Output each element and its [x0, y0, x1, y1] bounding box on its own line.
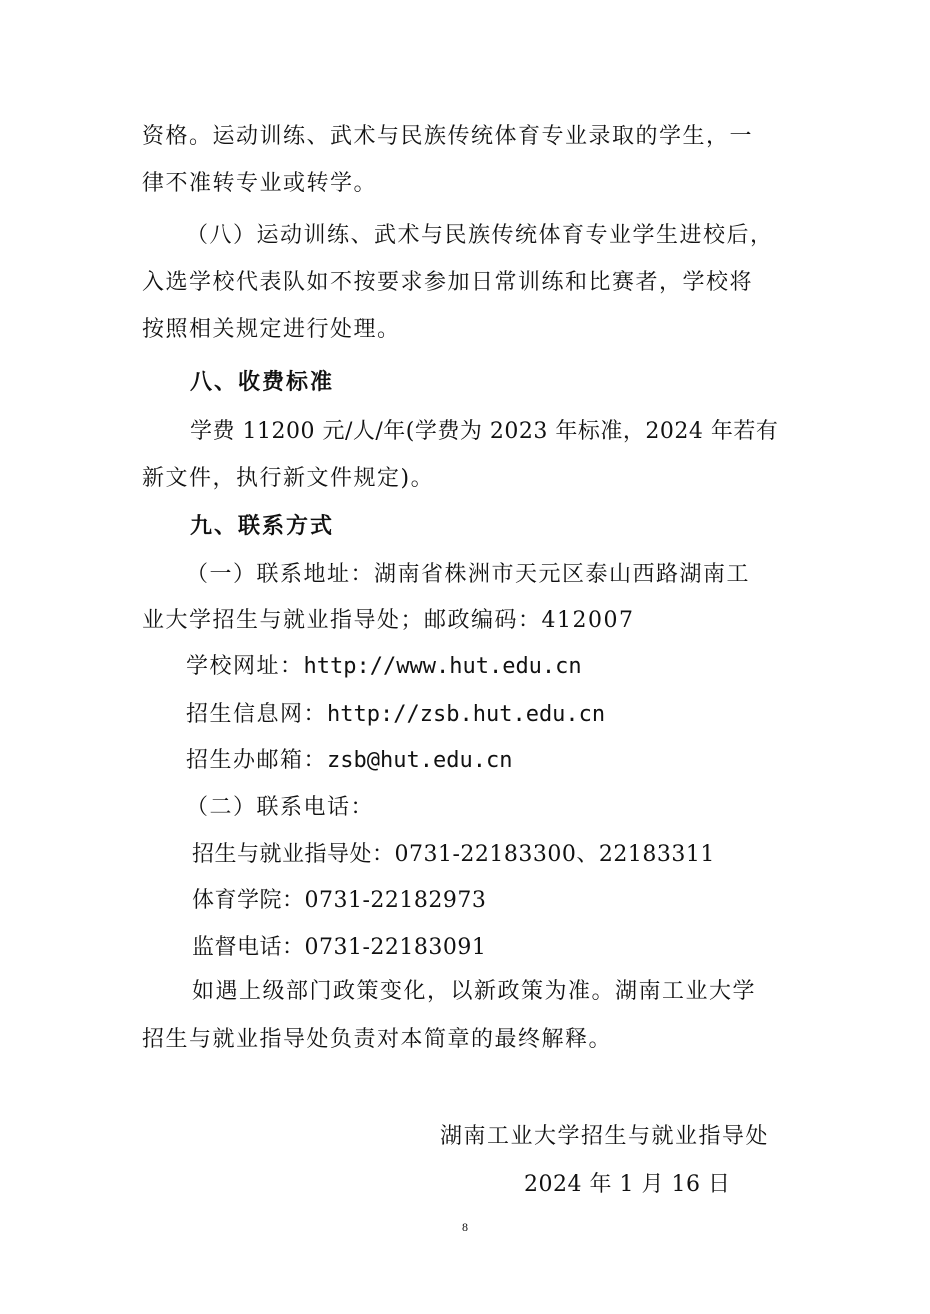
phone-heading: （二）联系电话： [186, 795, 375, 820]
paragraph-line: （八）运动训练、武术与民族传统体育专业学生进校后， [186, 223, 774, 248]
contact-address-line: （一）联系地址：湖南省株洲市天元区泰山西路湖南工 [186, 562, 751, 587]
website-link[interactable]: http://www.hut.edu.cn [303, 654, 582, 679]
paragraph-line: 资格。运动训练、武术与民族传统体育专业录取的学生，一 [142, 124, 754, 149]
website-row [186, 652, 582, 682]
phone-supervision: 监督电话：0731-22183091 [192, 935, 487, 960]
admission-site-label: 招生信息网： [186, 702, 328, 727]
section-heading-contact: 九、联系方式 [190, 514, 335, 539]
website-label: 学校网址： [186, 654, 304, 679]
paragraph-line: 入选学校代表队如不按要求参加日常训练和比赛者，学校将 [142, 270, 754, 295]
closing-line: 招生与就业指导处负责对本简章的最终解释。 [142, 1027, 613, 1052]
admission-site-link[interactable]: http://zsb.hut.edu.cn [327, 702, 606, 727]
admission-site-row [186, 700, 605, 730]
email-label: 招生办邮箱： [186, 748, 328, 773]
signature-date: 2024 年 1 月 16 日 [524, 1172, 731, 1197]
fee-text-line: 学费 11200 元/人/年(学费为 2023 年标准，2024 年若有 [190, 419, 779, 444]
paragraph-line: 按照相关规定进行处理。 [142, 317, 401, 342]
page-number: 8 [462, 1220, 468, 1234]
phone-pe-college: 体育学院：0731-22182973 [192, 888, 487, 913]
phone-office: 招生与就业指导处：0731-22183300、22183311 [192, 842, 715, 867]
email-link[interactable]: zsb@hut.edu.cn [327, 748, 513, 773]
contact-address-line: 业大学招生与就业指导处；邮政编码：412007 [142, 608, 635, 633]
email-row [186, 746, 512, 776]
section-heading-fees: 八、收费标准 [190, 370, 335, 395]
signature-org: 湖南工业大学招生与就业指导处 [440, 1124, 770, 1149]
fee-text-line: 新文件，执行新文件规定)。 [142, 466, 435, 491]
paragraph-line: 律不准转专业或转学。 [142, 171, 378, 196]
closing-line: 如遇上级部门政策变化，以新政策为准。湖南工业大学 [192, 979, 757, 1004]
